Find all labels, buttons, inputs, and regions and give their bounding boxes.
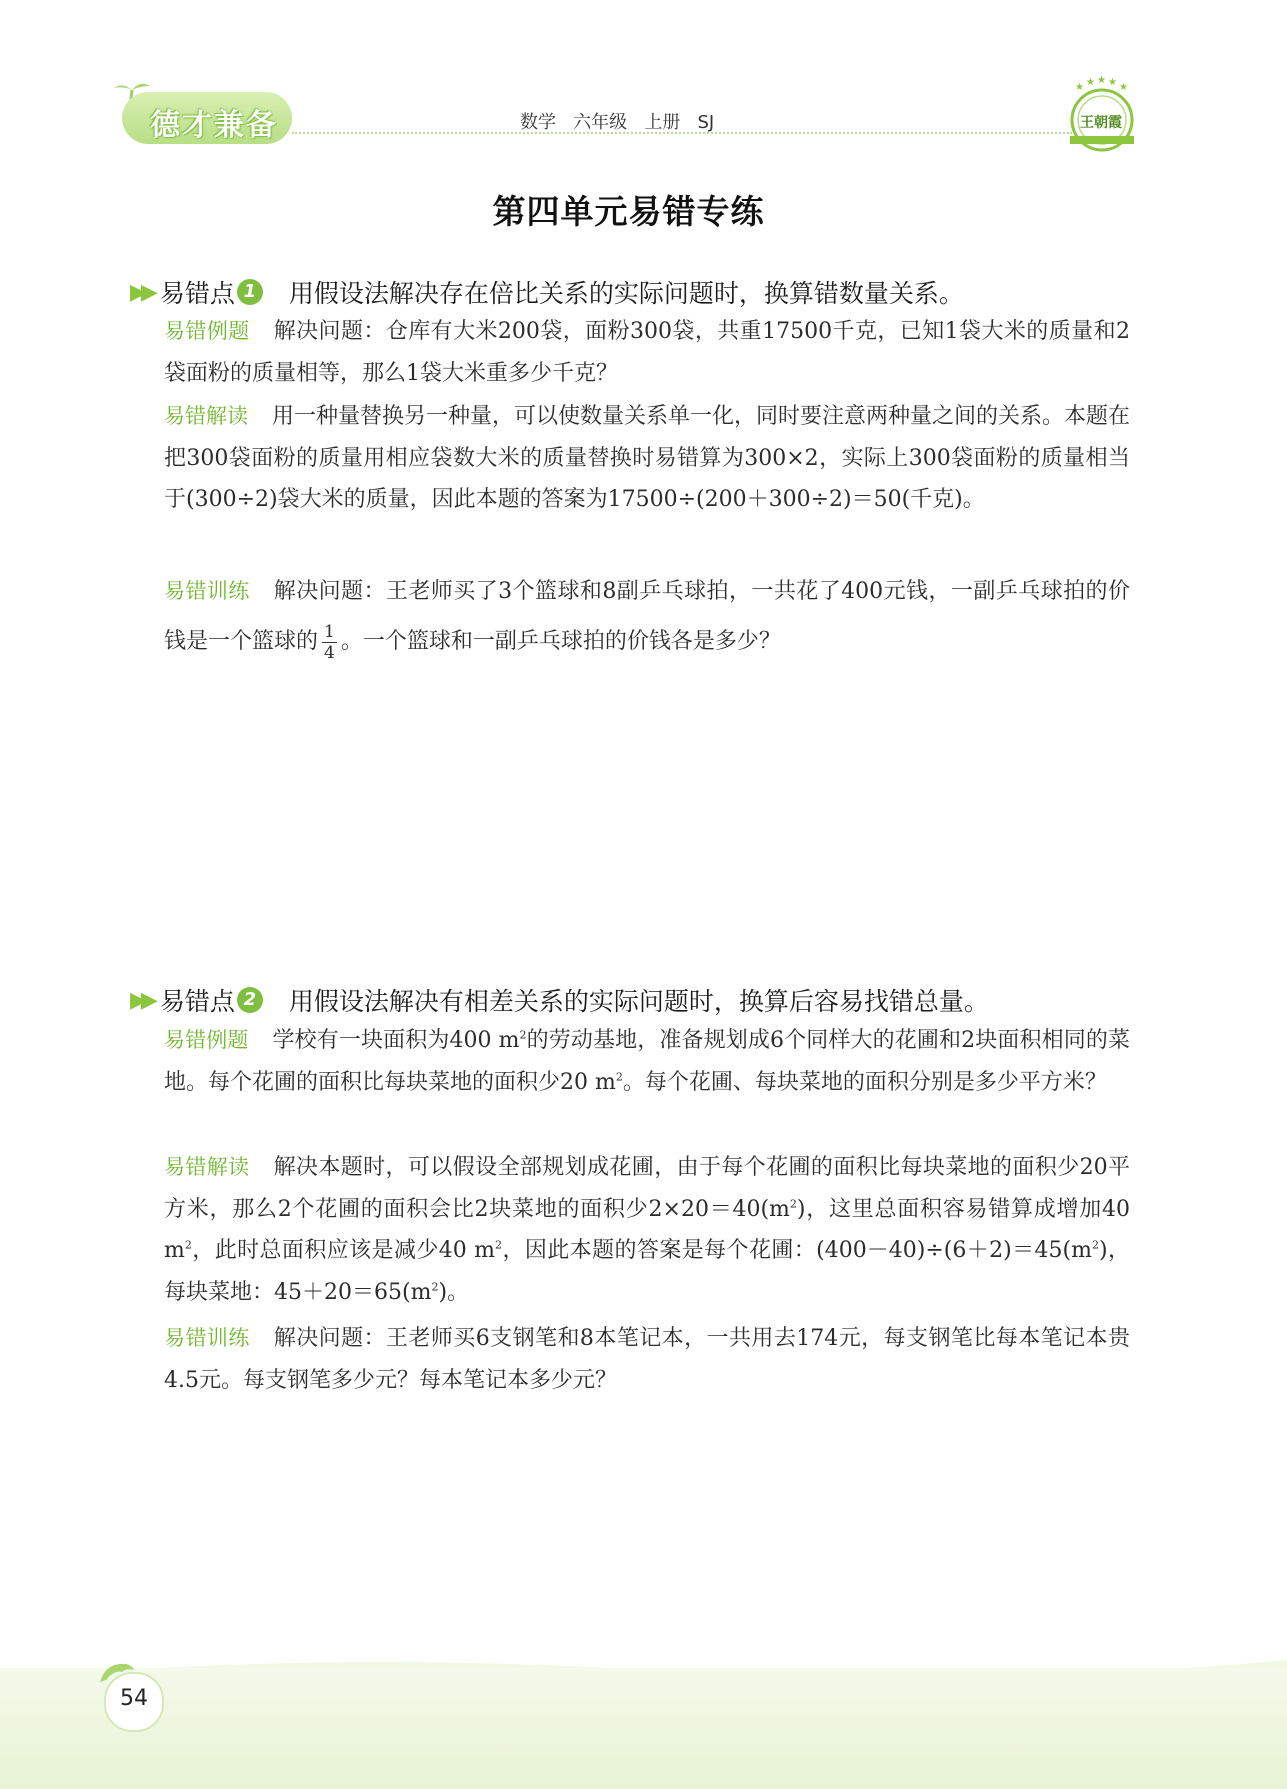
svg-text:★: ★ bbox=[1108, 77, 1117, 88]
example-text: 的劳动基地，准备规划成6个同样大的花圃和2块面积相同的菜地。每个花圃的面积比每块菜地的面积少20 m bbox=[164, 1028, 1131, 1095]
analysis-text: 解决本题时，可以假设全部规划成花圃，由于每个花圃的面积比每块菜地的面积少20平方米，那么2个花圃的面积会比2块菜地的面积少2×20＝40(m bbox=[164, 1155, 1130, 1222]
superscript: 2 bbox=[1092, 1238, 1099, 1252]
superscript: 2 bbox=[789, 1197, 797, 1211]
practice-text: 解决问题：王老师买6支钢笔和8本笔记本，一共用去174元，每支钢笔比每本笔记本贵4.5元。每支钢笔多少元？每本笔记本多少元？ bbox=[164, 1326, 1130, 1393]
example-2 bbox=[164, 1020, 1130, 1103]
practice-label: 易错训练 bbox=[164, 1326, 250, 1350]
brand-logo-text: 德才兼备 bbox=[150, 108, 278, 143]
superscript: 2 bbox=[519, 1028, 527, 1042]
example-text: 。每个花圃、每块菜地的面积分别是多少平方米？ bbox=[622, 1069, 1107, 1095]
example-label: 易错例题 bbox=[164, 319, 250, 343]
practice-label: 易错训练 bbox=[164, 579, 250, 603]
error-point-1-heading bbox=[130, 274, 964, 310]
practice-2 bbox=[164, 1318, 1130, 1401]
analysis-label: 易错解读 bbox=[164, 404, 248, 428]
analysis-text: )。 bbox=[438, 1279, 470, 1305]
error-point-label: 易错点 bbox=[159, 279, 235, 308]
practice-text-end: 。一个篮球和一副乒乓球拍的价钱各是多少？ bbox=[340, 629, 781, 654]
page-number: 54 bbox=[120, 1686, 148, 1711]
svg-text:★: ★ bbox=[1075, 82, 1084, 93]
superscript: 2 bbox=[495, 1238, 503, 1252]
practice-text: 解决问题：王老师买了3个篮球和8副乒乓球拍，一共花了400元钱，一副乒乓球拍的价钱是一个篮球的 bbox=[164, 579, 1130, 654]
page-title: 第四单元易错专练 bbox=[492, 192, 765, 231]
example-label: 易错例题 bbox=[164, 1028, 249, 1052]
superscript: 2 bbox=[431, 1280, 439, 1294]
analysis-text: )，这里总面积容易错算成增加40 m bbox=[164, 1196, 1131, 1263]
page-header bbox=[0, 0, 1287, 150]
analysis-label: 易错解读 bbox=[164, 1155, 250, 1179]
example-1 bbox=[164, 311, 1130, 394]
error-point-description: 用假设法解决有相差关系的实际问题时，换算后容易找错总量。 bbox=[288, 987, 989, 1016]
analysis-text: 用一种量替换另一种量，可以使数量关系单一化，同时要注意两种量之间的关系。本题在把300袋面粉的质量用相应袋数大米的质量替换时易错算为300×2，实际上300袋面粉的质量相当于(300÷2)袋大米的质量，因此本题的答案为17500÷(200＋300÷2)＝50(千克)。 bbox=[164, 404, 1131, 512]
example-text: 学校有一块面积为400 m bbox=[272, 1028, 520, 1053]
analysis-text: )，每块菜地：45＋20＝65(m bbox=[164, 1238, 1130, 1305]
fraction-numerator: 1 bbox=[324, 621, 335, 642]
analysis-text: ，此时总面积应该是减少40 m bbox=[191, 1238, 496, 1263]
footer-background bbox=[0, 1668, 1287, 1789]
error-point-number: 1 bbox=[237, 279, 263, 305]
error-point-number: 2 bbox=[237, 987, 263, 1013]
error-point-description: 用假设法解决存在倍比关系的实际问题时，换算错数量关系。 bbox=[288, 279, 964, 308]
svg-text:★: ★ bbox=[1086, 77, 1095, 88]
example-text: 解决问题：仓库有大米200袋，面粉300袋，共重17500千克，已知1袋大米的质量和2袋面粉的质量相等，那么1袋大米重多少千克？ bbox=[164, 319, 1130, 386]
analysis-2 bbox=[164, 1147, 1130, 1313]
analysis-text: ，因此本题的答案是每个花圃：(400－40)÷(6＋2)＝45(m bbox=[502, 1238, 1092, 1263]
double-chevron-icon: ▶▶ bbox=[130, 987, 152, 1013]
error-point-label: 易错点 bbox=[159, 987, 235, 1016]
fraction-denominator: 4 bbox=[324, 642, 335, 663]
fraction-one-quarter bbox=[322, 622, 337, 663]
svg-text:★: ★ bbox=[1097, 76, 1106, 86]
superscript: 2 bbox=[615, 1070, 623, 1084]
author-badge-text: 王朝霞 bbox=[1080, 115, 1122, 131]
error-point-2-heading bbox=[130, 982, 989, 1018]
double-chevron-icon: ▶▶ bbox=[130, 279, 152, 305]
practice-1 bbox=[164, 566, 1130, 667]
svg-text:★: ★ bbox=[1119, 82, 1128, 93]
analysis-1 bbox=[164, 396, 1130, 521]
superscript: 2 bbox=[184, 1238, 192, 1252]
header-subject: 数学 六年级 上册 SJ bbox=[520, 112, 715, 133]
